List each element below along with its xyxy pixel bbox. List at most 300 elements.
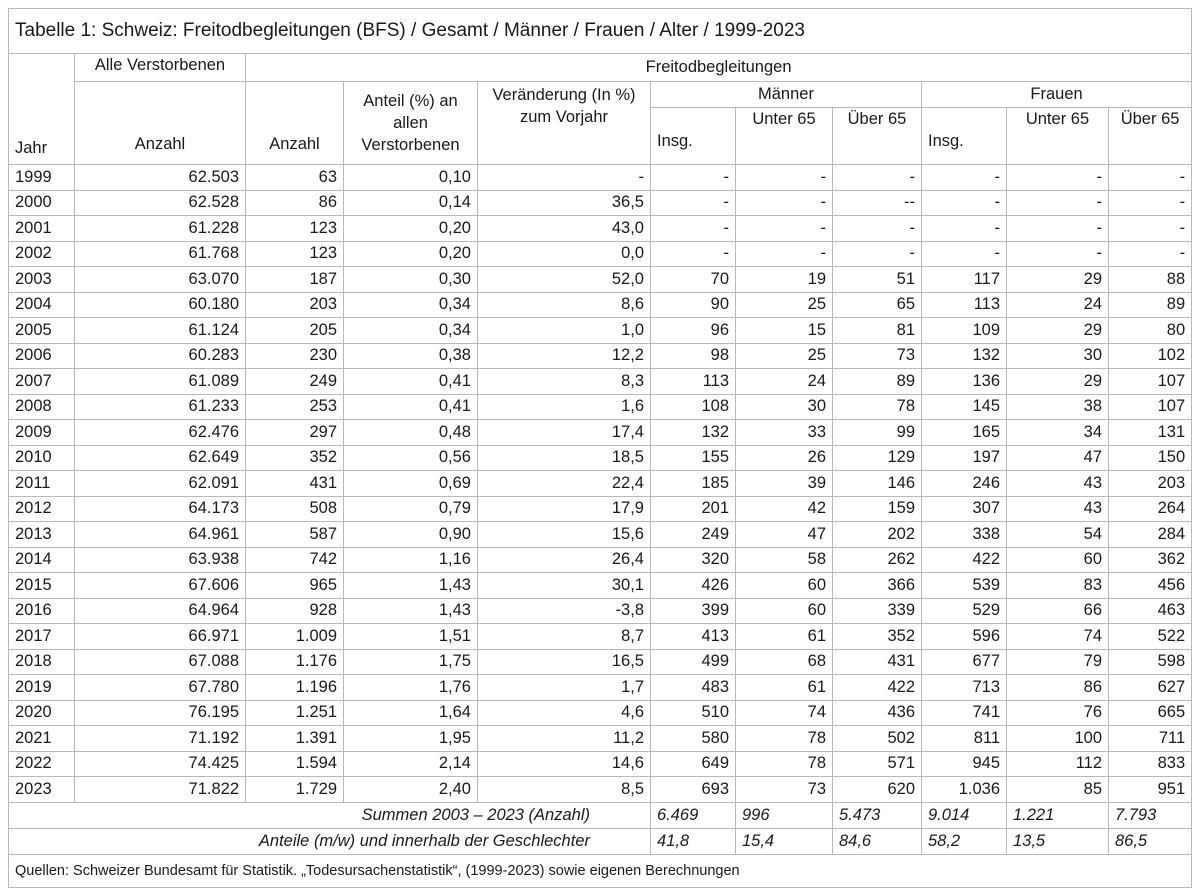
value-cell: 96 (651, 318, 736, 344)
table-row (9, 190, 1192, 216)
value-cell: 146 (833, 471, 922, 497)
value-cell: 352 (246, 445, 344, 471)
table-row (9, 165, 1192, 191)
value-cell: 366 (833, 573, 922, 599)
value-cell: 26 (736, 445, 833, 471)
year-cell: 1999 (9, 165, 75, 191)
value-cell: 811 (922, 726, 1007, 752)
year-cell: 2023 (9, 777, 75, 803)
value-cell: 297 (246, 420, 344, 446)
value-cell: 249 (246, 369, 344, 395)
value-cell: 62.528 (75, 190, 246, 216)
year-cell: 2002 (9, 241, 75, 267)
value-cell: 66 (1007, 598, 1109, 624)
statistics-table (8, 8, 1192, 888)
value-cell: 165 (922, 420, 1007, 446)
value-cell: 8,7 (478, 624, 651, 650)
table-row (9, 241, 1192, 267)
value-cell: 66.971 (75, 624, 246, 650)
value-cell: 8,5 (478, 777, 651, 803)
header-insg-m: Insg. (651, 108, 736, 165)
table-row (9, 292, 1192, 318)
value-cell: 71.822 (75, 777, 246, 803)
year-cell: 2009 (9, 420, 75, 446)
header-unter65-m: Unter 65 (736, 108, 833, 165)
value-cell: 150 (1109, 445, 1192, 471)
value-cell: 0,14 (344, 190, 478, 216)
year-cell: 2011 (9, 471, 75, 497)
value-cell: 17,4 (478, 420, 651, 446)
value-cell: 74 (736, 700, 833, 726)
year-cell: 2005 (9, 318, 75, 344)
value-cell: 36,5 (478, 190, 651, 216)
table-row (9, 369, 1192, 395)
value-cell: 61.233 (75, 394, 246, 420)
value-cell: 123 (246, 216, 344, 242)
table-row (9, 216, 1192, 242)
value-cell: - (833, 241, 922, 267)
year-cell: 2000 (9, 190, 75, 216)
year-cell: 2013 (9, 522, 75, 548)
value-cell: 99 (833, 420, 922, 446)
summary-value: 84,6 (833, 828, 922, 854)
value-cell: 29 (1007, 369, 1109, 395)
table-row (9, 573, 1192, 599)
value-cell: - (922, 241, 1007, 267)
summary-row (9, 828, 1192, 854)
value-cell: 74 (1007, 624, 1109, 650)
value-cell: 262 (833, 547, 922, 573)
value-cell: 60 (736, 598, 833, 624)
value-cell: 362 (1109, 547, 1192, 573)
value-cell: - (922, 165, 1007, 191)
value-cell: 833 (1109, 751, 1192, 777)
value-cell: - (1109, 190, 1192, 216)
value-cell: 0,30 (344, 267, 478, 293)
value-cell: 352 (833, 624, 922, 650)
table-row (9, 343, 1192, 369)
value-cell: 64.964 (75, 598, 246, 624)
value-cell: 1,0 (478, 318, 651, 344)
value-cell: 15 (736, 318, 833, 344)
value-cell: 63.938 (75, 547, 246, 573)
value-cell: 677 (922, 649, 1007, 675)
value-cell: 711 (1109, 726, 1192, 752)
header-insg-f: Insg. (922, 108, 1007, 165)
value-cell: 80 (1109, 318, 1192, 344)
value-cell: 51 (833, 267, 922, 293)
value-cell: - (651, 165, 736, 191)
value-cell: 1,16 (344, 547, 478, 573)
summary-value: 7.793 (1109, 802, 1192, 828)
value-cell: 90 (651, 292, 736, 318)
value-cell: - (1109, 216, 1192, 242)
year-cell: 2016 (9, 598, 75, 624)
value-cell: -- (833, 190, 922, 216)
value-cell: 30 (1007, 343, 1109, 369)
value-cell: 88 (1109, 267, 1192, 293)
value-cell: 67.088 (75, 649, 246, 675)
value-cell: 0,10 (344, 165, 478, 191)
value-cell: 89 (1109, 292, 1192, 318)
table-row (9, 318, 1192, 344)
value-cell: 24 (1007, 292, 1109, 318)
value-cell: 1.176 (246, 649, 344, 675)
table-row (9, 267, 1192, 293)
value-cell: 43 (1007, 471, 1109, 497)
value-cell: 63.070 (75, 267, 246, 293)
value-cell: 61 (736, 675, 833, 701)
value-cell: 60.283 (75, 343, 246, 369)
value-cell: 0,20 (344, 216, 478, 242)
year-cell: 2020 (9, 700, 75, 726)
value-cell: 86 (1007, 675, 1109, 701)
value-cell: 61.124 (75, 318, 246, 344)
value-cell: 1,51 (344, 624, 478, 650)
value-cell: 25 (736, 292, 833, 318)
value-cell: 649 (651, 751, 736, 777)
value-cell: 58 (736, 547, 833, 573)
table-row (9, 624, 1192, 650)
value-cell: 246 (922, 471, 1007, 497)
value-cell: 8,6 (478, 292, 651, 318)
value-cell: 951 (1109, 777, 1192, 803)
value-cell: 30,1 (478, 573, 651, 599)
value-cell: 426 (651, 573, 736, 599)
value-cell: 107 (1109, 394, 1192, 420)
value-cell: - (1007, 216, 1109, 242)
value-cell: 107 (1109, 369, 1192, 395)
header-ueber65-m: Über 65 (833, 108, 922, 165)
value-cell: 1.391 (246, 726, 344, 752)
value-cell: 79 (1007, 649, 1109, 675)
header-anteil: Anteil (%) an allen Verstorbenen (344, 82, 478, 165)
table-row (9, 726, 1192, 752)
value-cell: 132 (922, 343, 1007, 369)
value-cell: - (651, 216, 736, 242)
value-cell: 230 (246, 343, 344, 369)
value-cell: 16,5 (478, 649, 651, 675)
value-cell: 965 (246, 573, 344, 599)
value-cell: 0,56 (344, 445, 478, 471)
value-cell: 74.425 (75, 751, 246, 777)
value-cell: 67.606 (75, 573, 246, 599)
value-cell: 109 (922, 318, 1007, 344)
value-cell: 78 (736, 726, 833, 752)
year-cell: 2004 (9, 292, 75, 318)
value-cell: 47 (736, 522, 833, 548)
value-cell: 338 (922, 522, 1007, 548)
value-cell: 25 (736, 343, 833, 369)
value-cell: 61.089 (75, 369, 246, 395)
value-cell: 29 (1007, 267, 1109, 293)
value-cell: 12,2 (478, 343, 651, 369)
value-cell: 1,76 (344, 675, 478, 701)
value-cell: - (922, 190, 1007, 216)
value-cell: 693 (651, 777, 736, 803)
value-cell: 85 (1007, 777, 1109, 803)
value-cell: 185 (651, 471, 736, 497)
value-cell: 78 (833, 394, 922, 420)
value-cell: 98 (651, 343, 736, 369)
value-cell: 30 (736, 394, 833, 420)
year-cell: 2007 (9, 369, 75, 395)
value-cell: 522 (1109, 624, 1192, 650)
value-cell: 64.173 (75, 496, 246, 522)
value-cell: 1,6 (478, 394, 651, 420)
value-cell: 510 (651, 700, 736, 726)
value-cell: 76 (1007, 700, 1109, 726)
value-cell: 61.768 (75, 241, 246, 267)
summary-body (9, 802, 1192, 854)
value-cell: 2,14 (344, 751, 478, 777)
value-cell: - (1007, 241, 1109, 267)
table-body (9, 165, 1192, 803)
value-cell: 529 (922, 598, 1007, 624)
table-row (9, 547, 1192, 573)
table-row (9, 598, 1192, 624)
value-cell: 60 (736, 573, 833, 599)
value-cell: 431 (833, 649, 922, 675)
year-cell: 2003 (9, 267, 75, 293)
value-cell: 1.009 (246, 624, 344, 650)
table-row (9, 675, 1192, 701)
value-cell: 320 (651, 547, 736, 573)
value-cell: 102 (1109, 343, 1192, 369)
value-cell: 596 (922, 624, 1007, 650)
year-cell: 2014 (9, 547, 75, 573)
value-cell: 713 (922, 675, 1007, 701)
value-cell: 499 (651, 649, 736, 675)
summary-row (9, 802, 1192, 828)
value-cell: 249 (651, 522, 736, 548)
year-cell: 2015 (9, 573, 75, 599)
value-cell: 61.228 (75, 216, 246, 242)
value-cell: 0,34 (344, 318, 478, 344)
value-cell: 422 (922, 547, 1007, 573)
value-cell: 2,40 (344, 777, 478, 803)
value-cell: 117 (922, 267, 1007, 293)
value-cell: 43,0 (478, 216, 651, 242)
value-cell: 62.091 (75, 471, 246, 497)
header-unter65-f: Unter 65 (1007, 108, 1109, 165)
value-cell: 1,43 (344, 598, 478, 624)
value-cell: 284 (1109, 522, 1192, 548)
summary-value: 13,5 (1007, 828, 1109, 854)
value-cell: 1.251 (246, 700, 344, 726)
value-cell: 47 (1007, 445, 1109, 471)
value-cell: 1,43 (344, 573, 478, 599)
value-cell: 620 (833, 777, 922, 803)
year-cell: 2022 (9, 751, 75, 777)
header-ueber65-f: Über 65 (1109, 108, 1192, 165)
value-cell: - (833, 165, 922, 191)
header-anzahl: Anzahl (246, 82, 344, 165)
value-cell: 145 (922, 394, 1007, 420)
value-cell: 307 (922, 496, 1007, 522)
value-cell: 34 (1007, 420, 1109, 446)
value-cell: 63 (246, 165, 344, 191)
value-cell: 113 (922, 292, 1007, 318)
table-row (9, 496, 1192, 522)
table-row (9, 777, 1192, 803)
value-cell: 60.180 (75, 292, 246, 318)
value-cell: - (833, 216, 922, 242)
value-cell: - (922, 216, 1007, 242)
value-cell: - (1109, 165, 1192, 191)
value-cell: 571 (833, 751, 922, 777)
value-cell: 1,95 (344, 726, 478, 752)
value-cell: 52,0 (478, 267, 651, 293)
value-cell: 1.036 (922, 777, 1007, 803)
table-row (9, 445, 1192, 471)
value-cell: 19 (736, 267, 833, 293)
value-cell: 580 (651, 726, 736, 752)
summary-label: Summen 2003 – 2023 (Anzahl) (9, 802, 651, 828)
value-cell: 741 (922, 700, 1007, 726)
value-cell: 0,79 (344, 496, 478, 522)
value-cell: 187 (246, 267, 344, 293)
value-cell: - (478, 165, 651, 191)
value-cell: 70 (651, 267, 736, 293)
value-cell: 14,6 (478, 751, 651, 777)
year-cell: 2006 (9, 343, 75, 369)
summary-value: 1.221 (1007, 802, 1109, 828)
value-cell: 264 (1109, 496, 1192, 522)
value-cell: 1,64 (344, 700, 478, 726)
value-cell: 129 (833, 445, 922, 471)
header-veraenderung: Veränderung (In %) zum Vorjahr (478, 82, 651, 165)
value-cell: 123 (246, 241, 344, 267)
value-cell: 61 (736, 624, 833, 650)
value-cell: 11,2 (478, 726, 651, 752)
summary-label: Anteile (m/w) und innerhalb der Geschlechter (9, 828, 651, 854)
value-cell: 33 (736, 420, 833, 446)
value-cell: 0,38 (344, 343, 478, 369)
value-cell: 54 (1007, 522, 1109, 548)
value-cell: 431 (246, 471, 344, 497)
value-cell: 43 (1007, 496, 1109, 522)
value-cell: 203 (246, 292, 344, 318)
value-cell: 0,20 (344, 241, 478, 267)
value-cell: 413 (651, 624, 736, 650)
value-cell: 928 (246, 598, 344, 624)
value-cell: 665 (1109, 700, 1192, 726)
value-cell: 65 (833, 292, 922, 318)
value-cell: 42 (736, 496, 833, 522)
value-cell: 76.195 (75, 700, 246, 726)
value-cell: 81 (833, 318, 922, 344)
value-cell: 456 (1109, 573, 1192, 599)
value-cell: 253 (246, 394, 344, 420)
year-cell: 2018 (9, 649, 75, 675)
table-row (9, 700, 1192, 726)
value-cell: 89 (833, 369, 922, 395)
value-cell: 15,6 (478, 522, 651, 548)
value-cell: 62.476 (75, 420, 246, 446)
value-cell: - (651, 190, 736, 216)
value-cell: 197 (922, 445, 1007, 471)
value-cell: 1.729 (246, 777, 344, 803)
value-cell: 132 (651, 420, 736, 446)
value-cell: - (736, 216, 833, 242)
table-title: Tabelle 1: Schweiz: Freitodbegleitungen (BFS) / Gesamt / Männer / Frauen / Alter / 1999-2023 (9, 9, 1192, 54)
value-cell: -3,8 (478, 598, 651, 624)
header-freitodbegleitungen: Freitodbegleitungen (246, 54, 1192, 82)
summary-value: 15,4 (736, 828, 833, 854)
value-cell: 587 (246, 522, 344, 548)
value-cell: - (651, 241, 736, 267)
value-cell: 62.503 (75, 165, 246, 191)
table-row (9, 471, 1192, 497)
value-cell: 18,5 (478, 445, 651, 471)
value-cell: 62.649 (75, 445, 246, 471)
value-cell: 8,3 (478, 369, 651, 395)
value-cell: 68 (736, 649, 833, 675)
value-cell: 78 (736, 751, 833, 777)
year-cell: 2019 (9, 675, 75, 701)
value-cell: 201 (651, 496, 736, 522)
value-cell: 1.196 (246, 675, 344, 701)
year-cell: 2010 (9, 445, 75, 471)
value-cell: 502 (833, 726, 922, 752)
value-cell: 86 (246, 190, 344, 216)
value-cell: 1,7 (478, 675, 651, 701)
value-cell: 113 (651, 369, 736, 395)
value-cell: 483 (651, 675, 736, 701)
summary-value: 9.014 (922, 802, 1007, 828)
value-cell: 38 (1007, 394, 1109, 420)
summary-value: 41,8 (651, 828, 736, 854)
value-cell: 100 (1007, 726, 1109, 752)
header-frauen: Frauen (922, 82, 1192, 108)
value-cell: 205 (246, 318, 344, 344)
value-cell: 39 (736, 471, 833, 497)
table-row (9, 420, 1192, 446)
header-alle-verstorbenen: Alle Verstorbenen (75, 54, 246, 82)
value-cell: 508 (246, 496, 344, 522)
table-row (9, 522, 1192, 548)
value-cell: 945 (922, 751, 1007, 777)
summary-value: 996 (736, 802, 833, 828)
value-cell: 0,69 (344, 471, 478, 497)
table-container (8, 8, 1191, 888)
table-row (9, 649, 1192, 675)
year-cell: 2012 (9, 496, 75, 522)
value-cell: 159 (833, 496, 922, 522)
value-cell: - (736, 190, 833, 216)
value-cell: 0,90 (344, 522, 478, 548)
value-cell: 73 (736, 777, 833, 803)
table-row (9, 394, 1192, 420)
value-cell: 26,4 (478, 547, 651, 573)
value-cell: 73 (833, 343, 922, 369)
value-cell: - (736, 165, 833, 191)
value-cell: 64.961 (75, 522, 246, 548)
value-cell: - (736, 241, 833, 267)
value-cell: 0,41 (344, 394, 478, 420)
summary-value: 5.473 (833, 802, 922, 828)
header-jahr: Jahr (9, 54, 75, 165)
value-cell: 136 (922, 369, 1007, 395)
value-cell: 67.780 (75, 675, 246, 701)
value-cell: 22,4 (478, 471, 651, 497)
value-cell: 202 (833, 522, 922, 548)
value-cell: 1,75 (344, 649, 478, 675)
value-cell: 627 (1109, 675, 1192, 701)
value-cell: 29 (1007, 318, 1109, 344)
value-cell: 598 (1109, 649, 1192, 675)
